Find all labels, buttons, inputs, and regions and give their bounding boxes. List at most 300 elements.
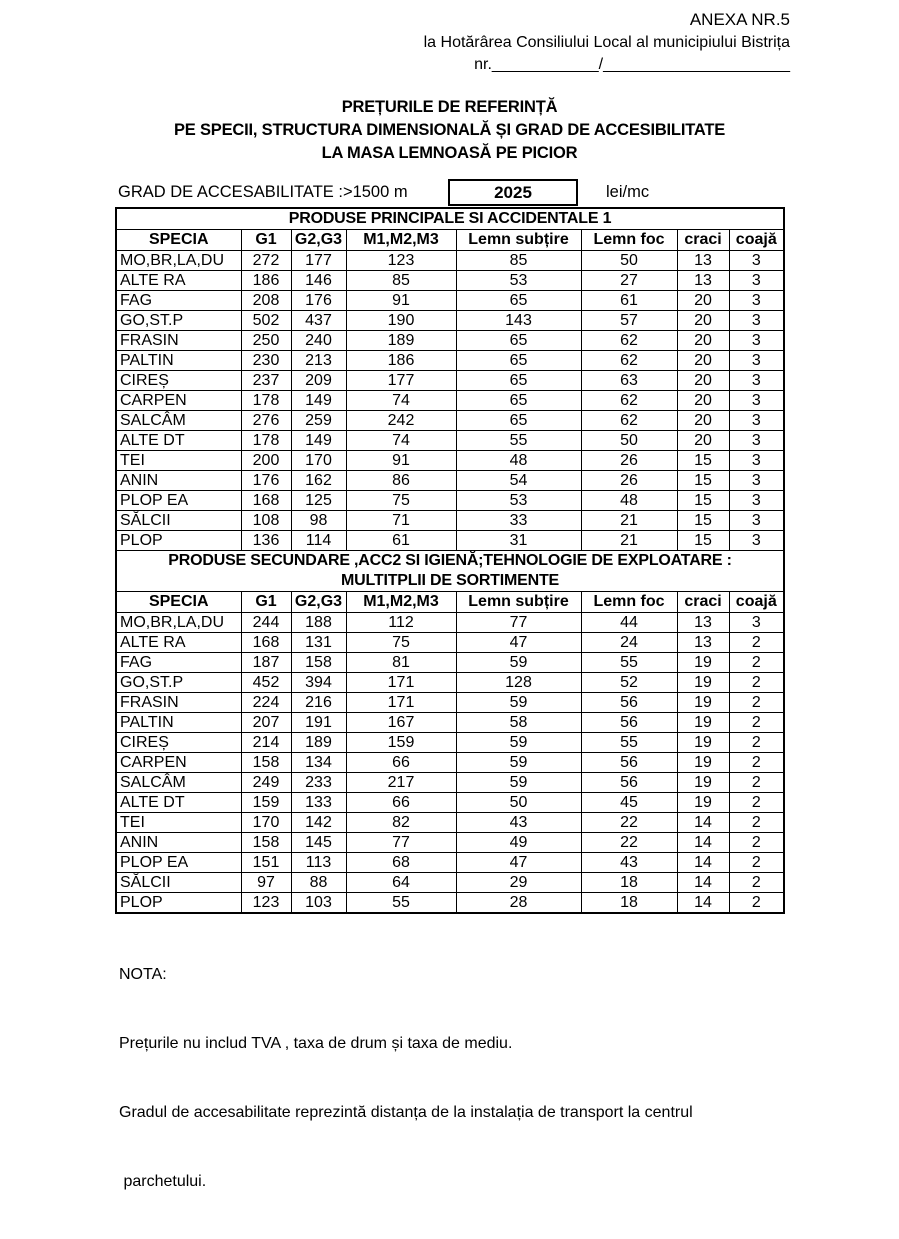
value-cell: 2 (729, 812, 784, 832)
value-cell: 149 (291, 390, 346, 410)
species-cell: TEI (116, 812, 241, 832)
note-line: Prețurile nu includ TVA , taxa de drum și taxa de mediu. (119, 1034, 513, 1052)
species-cell: FRASIN (116, 330, 241, 350)
value-cell: 14 (677, 852, 729, 872)
value-cell: 48 (456, 450, 581, 470)
value-cell: 43 (581, 852, 677, 872)
value-cell: 53 (456, 270, 581, 290)
value-cell: 217 (346, 772, 456, 792)
value-cell: 62 (581, 410, 677, 430)
value-cell: 59 (456, 652, 581, 672)
value-cell: 3 (729, 390, 784, 410)
accessibility-grade-row (118, 179, 899, 207)
value-cell: 128 (456, 672, 581, 692)
value-cell: 178 (241, 430, 291, 450)
value-cell: 14 (677, 872, 729, 892)
value-cell: 26 (581, 470, 677, 490)
species-cell: MO,BR,LA,DU (116, 250, 241, 270)
value-cell: 3 (729, 270, 784, 290)
value-cell: 15 (677, 450, 729, 470)
value-cell: 86 (346, 470, 456, 490)
species-cell: GO,ST.P (116, 672, 241, 692)
value-cell: 48 (581, 490, 677, 510)
value-cell: 62 (581, 350, 677, 370)
value-cell: 168 (241, 632, 291, 652)
species-cell: ANIN (116, 832, 241, 852)
value-cell: 3 (729, 490, 784, 510)
value-cell: 114 (291, 530, 346, 550)
value-cell: 19 (677, 712, 729, 732)
value-cell: 3 (729, 410, 784, 430)
value-cell: 22 (581, 832, 677, 852)
column-header-coaj-: coajă (729, 591, 784, 612)
value-cell: 14 (677, 892, 729, 913)
value-cell: 213 (291, 350, 346, 370)
value-cell: 207 (241, 712, 291, 732)
value-cell: 149 (291, 430, 346, 450)
value-cell: 170 (291, 450, 346, 470)
value-cell: 112 (346, 612, 456, 632)
value-cell: 20 (677, 290, 729, 310)
table-row (116, 410, 784, 430)
column-header-g2-g3: G2,G3 (291, 229, 346, 250)
value-cell: 81 (346, 652, 456, 672)
value-cell: 19 (677, 672, 729, 692)
value-cell: 43 (456, 812, 581, 832)
value-cell: 2 (729, 772, 784, 792)
value-cell: 55 (456, 430, 581, 450)
value-cell: 15 (677, 470, 729, 490)
species-cell: FAG (116, 652, 241, 672)
value-cell: 200 (241, 450, 291, 470)
value-cell: 123 (241, 892, 291, 913)
value-cell: 143 (456, 310, 581, 330)
value-cell: 2 (729, 672, 784, 692)
value-cell: 49 (456, 832, 581, 852)
value-cell: 189 (291, 732, 346, 752)
title-line-1: PREȚURILE DE REFERINȚĂ (341, 97, 558, 116)
table-row (116, 772, 784, 792)
value-cell: 98 (291, 510, 346, 530)
annex-number: ANEXA NR.5 (689, 10, 790, 29)
value-cell: 131 (291, 632, 346, 652)
value-cell: 97 (241, 872, 291, 892)
column-header-lemn-sub-ire: Lemn subțire (456, 591, 581, 612)
year-box: 2025 (448, 179, 578, 206)
note-line: Gradul de accesabilitate reprezintă distanța de la instalația de transport la centrul (119, 1103, 693, 1121)
value-cell: 2 (729, 732, 784, 752)
value-cell: 103 (291, 892, 346, 913)
value-cell: 91 (346, 450, 456, 470)
table-row (116, 270, 784, 290)
value-cell: 62 (581, 330, 677, 350)
value-cell: 237 (241, 370, 291, 390)
value-cell: 123 (346, 250, 456, 270)
value-cell: 2 (729, 832, 784, 852)
accessibility-grade-label: GRAD DE ACCESABILITATE :>1500 m (118, 183, 408, 201)
table-row (116, 712, 784, 732)
value-cell: 158 (291, 652, 346, 672)
species-cell: PLOP (116, 530, 241, 550)
value-cell: 31 (456, 530, 581, 550)
value-cell: 19 (677, 792, 729, 812)
value-cell: 159 (241, 792, 291, 812)
value-cell: 2 (729, 792, 784, 812)
column-header-craci: craci (677, 591, 729, 612)
value-cell: 15 (677, 530, 729, 550)
value-cell: 20 (677, 330, 729, 350)
value-cell: 171 (346, 672, 456, 692)
value-cell: 58 (456, 712, 581, 732)
section2-title-line-1: PRODUSE SECUNDARE ,ACC2 SI IGIENĂ;TEHNOLOGIE DE EXPLOATARE : (168, 551, 732, 569)
value-cell: 3 (729, 370, 784, 390)
value-cell: 272 (241, 250, 291, 270)
value-cell: 176 (291, 290, 346, 310)
species-cell: SĂLCII (116, 872, 241, 892)
column-header-g1: G1 (241, 591, 291, 612)
column-header-specia: SPECIA (116, 229, 241, 250)
value-cell: 13 (677, 270, 729, 290)
value-cell: 3 (729, 430, 784, 450)
value-cell: 3 (729, 612, 784, 632)
section1-title-row (116, 208, 784, 230)
table-row (116, 832, 784, 852)
value-cell: 65 (456, 410, 581, 430)
value-cell: 65 (456, 390, 581, 410)
value-cell: 3 (729, 470, 784, 490)
value-cell: 13 (677, 632, 729, 652)
species-cell: PALTIN (116, 712, 241, 732)
value-cell: 68 (346, 852, 456, 872)
value-cell: 3 (729, 250, 784, 270)
species-cell: SALCÂM (116, 410, 241, 430)
table-row (116, 450, 784, 470)
value-cell: 82 (346, 812, 456, 832)
value-cell: 66 (346, 752, 456, 772)
species-cell: CARPEN (116, 390, 241, 410)
column-header-coaj-: coajă (729, 229, 784, 250)
value-cell: 65 (456, 370, 581, 390)
value-cell: 15 (677, 510, 729, 530)
title-line-3: LA MASA LEMNOASĂ PE PICIOR (321, 143, 578, 162)
note-line: parchetului. (119, 1172, 207, 1190)
table-row (116, 430, 784, 450)
value-cell: 20 (677, 410, 729, 430)
value-cell: 3 (729, 450, 784, 470)
species-cell: TEI (116, 450, 241, 470)
value-cell: 162 (291, 470, 346, 490)
species-cell: PLOP (116, 892, 241, 913)
value-cell: 146 (291, 270, 346, 290)
value-cell: 88 (291, 872, 346, 892)
value-cell: 91 (346, 290, 456, 310)
column-header-craci: craci (677, 229, 729, 250)
value-cell: 134 (291, 752, 346, 772)
table-row (116, 490, 784, 510)
table-row (116, 310, 784, 330)
value-cell: 176 (241, 470, 291, 490)
value-cell: 56 (581, 712, 677, 732)
table-row (116, 290, 784, 310)
value-cell: 276 (241, 410, 291, 430)
value-cell: 159 (346, 732, 456, 752)
value-cell: 158 (241, 832, 291, 852)
table-row (116, 652, 784, 672)
value-cell: 77 (346, 832, 456, 852)
value-cell: 59 (456, 692, 581, 712)
species-cell: CIREȘ (116, 370, 241, 390)
value-cell: 452 (241, 672, 291, 692)
value-cell: 2 (729, 632, 784, 652)
table-row (116, 732, 784, 752)
value-cell: 2 (729, 712, 784, 732)
value-cell: 133 (291, 792, 346, 812)
table-row (116, 892, 784, 913)
value-cell: 230 (241, 350, 291, 370)
value-cell: 65 (456, 290, 581, 310)
value-cell: 209 (291, 370, 346, 390)
value-cell: 242 (346, 410, 456, 430)
value-cell: 85 (456, 250, 581, 270)
value-cell: 125 (291, 490, 346, 510)
table-row (116, 612, 784, 632)
value-cell: 3 (729, 530, 784, 550)
value-cell: 19 (677, 692, 729, 712)
species-cell: ALTE DT (116, 792, 241, 812)
decision-number-line: nr.____________/_____________________ (474, 56, 790, 73)
note-heading: NOTA: (119, 965, 167, 983)
value-cell: 188 (291, 612, 346, 632)
table-row (116, 350, 784, 370)
section1-title: PRODUSE PRINCIPALE SI ACCIDENTALE 1 (116, 208, 784, 230)
value-cell: 244 (241, 612, 291, 632)
value-cell: 3 (729, 330, 784, 350)
table-row (116, 692, 784, 712)
table-row (116, 812, 784, 832)
document-title (0, 96, 899, 165)
value-cell: 18 (581, 872, 677, 892)
value-cell: 136 (241, 530, 291, 550)
value-cell: 189 (346, 330, 456, 350)
species-cell: ANIN (116, 470, 241, 490)
notes-block (119, 917, 899, 1239)
value-cell: 13 (677, 250, 729, 270)
table-row (116, 250, 784, 270)
value-cell: 65 (456, 350, 581, 370)
section2-title-row (116, 550, 784, 591)
value-cell: 3 (729, 350, 784, 370)
value-cell: 167 (346, 712, 456, 732)
value-cell: 259 (291, 410, 346, 430)
value-cell: 214 (241, 732, 291, 752)
species-cell: PLOP EA (116, 490, 241, 510)
value-cell: 142 (291, 812, 346, 832)
table-row (116, 752, 784, 772)
species-cell: PLOP EA (116, 852, 241, 872)
value-cell: 15 (677, 490, 729, 510)
value-cell: 2 (729, 852, 784, 872)
value-cell: 29 (456, 872, 581, 892)
species-cell: CARPEN (116, 752, 241, 772)
value-cell: 171 (346, 692, 456, 712)
value-cell: 28 (456, 892, 581, 913)
value-cell: 168 (241, 490, 291, 510)
value-cell: 74 (346, 430, 456, 450)
value-cell: 65 (456, 330, 581, 350)
value-cell: 61 (581, 290, 677, 310)
value-cell: 50 (581, 430, 677, 450)
value-cell: 177 (291, 250, 346, 270)
value-cell: 3 (729, 510, 784, 530)
value-cell: 19 (677, 752, 729, 772)
table-row (116, 330, 784, 350)
value-cell: 186 (241, 270, 291, 290)
value-cell: 27 (581, 270, 677, 290)
column-header-g2-g3: G2,G3 (291, 591, 346, 612)
value-cell: 54 (456, 470, 581, 490)
value-cell: 85 (346, 270, 456, 290)
value-cell: 20 (677, 310, 729, 330)
value-cell: 2 (729, 652, 784, 672)
value-cell: 2 (729, 752, 784, 772)
table-row (116, 632, 784, 652)
species-cell: CIREȘ (116, 732, 241, 752)
value-cell: 21 (581, 530, 677, 550)
species-cell: ALTE DT (116, 430, 241, 450)
value-cell: 20 (677, 370, 729, 390)
column-header-specia: SPECIA (116, 591, 241, 612)
value-cell: 108 (241, 510, 291, 530)
value-cell: 113 (291, 852, 346, 872)
value-cell: 75 (346, 632, 456, 652)
value-cell: 26 (581, 450, 677, 470)
value-cell: 50 (581, 250, 677, 270)
table-row (116, 530, 784, 550)
column-header-lemn-foc: Lemn foc (581, 591, 677, 612)
table-row (116, 390, 784, 410)
value-cell: 2 (729, 872, 784, 892)
species-cell: GO,ST.P (116, 310, 241, 330)
value-cell: 191 (291, 712, 346, 732)
section2-title-line-2: MULTITPLII DE SORTIMENTE (341, 571, 560, 589)
value-cell: 55 (581, 652, 677, 672)
value-cell: 56 (581, 772, 677, 792)
value-cell: 14 (677, 812, 729, 832)
price-table (115, 207, 785, 914)
value-cell: 3 (729, 310, 784, 330)
value-cell: 71 (346, 510, 456, 530)
table-row (116, 370, 784, 390)
table-row (116, 792, 784, 812)
annex-header (0, 0, 899, 77)
value-cell: 55 (346, 892, 456, 913)
value-cell: 22 (581, 812, 677, 832)
table-row (116, 672, 784, 692)
value-cell: 66 (346, 792, 456, 812)
value-cell: 57 (581, 310, 677, 330)
value-cell: 177 (346, 370, 456, 390)
value-cell: 24 (581, 632, 677, 652)
value-cell: 62 (581, 390, 677, 410)
value-cell: 56 (581, 752, 677, 772)
value-cell: 502 (241, 310, 291, 330)
value-cell: 47 (456, 632, 581, 652)
table-row (116, 852, 784, 872)
value-cell: 53 (456, 490, 581, 510)
column-header-lemn-sub-ire: Lemn subțire (456, 229, 581, 250)
value-cell: 19 (677, 732, 729, 752)
title-line-2: PE SPECII, STRUCTURA DIMENSIONALĂ ȘI GRAD DE ACCESIBILITATE (173, 120, 726, 139)
value-cell: 2 (729, 692, 784, 712)
value-cell: 61 (346, 530, 456, 550)
value-cell: 18 (581, 892, 677, 913)
value-cell: 59 (456, 772, 581, 792)
value-cell: 186 (346, 350, 456, 370)
value-cell: 19 (677, 772, 729, 792)
value-cell: 145 (291, 832, 346, 852)
table-row (116, 470, 784, 490)
value-cell: 20 (677, 430, 729, 450)
value-cell: 3 (729, 290, 784, 310)
value-cell: 170 (241, 812, 291, 832)
value-cell: 33 (456, 510, 581, 530)
column-header-m1-m2-m3: M1,M2,M3 (346, 591, 456, 612)
value-cell: 233 (291, 772, 346, 792)
value-cell: 19 (677, 652, 729, 672)
species-cell: FRASIN (116, 692, 241, 712)
species-cell: SĂLCII (116, 510, 241, 530)
species-cell: FAG (116, 290, 241, 310)
value-cell: 20 (677, 390, 729, 410)
value-cell: 216 (291, 692, 346, 712)
value-cell: 56 (581, 692, 677, 712)
value-cell: 240 (291, 330, 346, 350)
value-cell: 20 (677, 350, 729, 370)
value-cell: 178 (241, 390, 291, 410)
species-cell: ALTE RA (116, 270, 241, 290)
value-cell: 13 (677, 612, 729, 632)
table-row (116, 510, 784, 530)
value-cell: 47 (456, 852, 581, 872)
table-row (116, 872, 784, 892)
value-cell: 21 (581, 510, 677, 530)
column-header-row (116, 229, 784, 250)
value-cell: 59 (456, 752, 581, 772)
species-cell: MO,BR,LA,DU (116, 612, 241, 632)
value-cell: 55 (581, 732, 677, 752)
column-header-g1: G1 (241, 229, 291, 250)
value-cell: 74 (346, 390, 456, 410)
value-cell: 77 (456, 612, 581, 632)
value-cell: 45 (581, 792, 677, 812)
species-cell: PALTIN (116, 350, 241, 370)
value-cell: 187 (241, 652, 291, 672)
value-cell: 208 (241, 290, 291, 310)
annex-subtitle: la Hotărârea Consiliului Local al municipiului Bistrița (423, 33, 790, 51)
unit-label: lei/mc (606, 183, 650, 201)
value-cell: 437 (291, 310, 346, 330)
value-cell: 64 (346, 872, 456, 892)
section2-title (116, 550, 784, 591)
value-cell: 75 (346, 490, 456, 510)
value-cell: 14 (677, 832, 729, 852)
value-cell: 151 (241, 852, 291, 872)
value-cell: 250 (241, 330, 291, 350)
column-header-row (116, 591, 784, 612)
value-cell: 158 (241, 752, 291, 772)
value-cell: 44 (581, 612, 677, 632)
species-cell: ALTE RA (116, 632, 241, 652)
